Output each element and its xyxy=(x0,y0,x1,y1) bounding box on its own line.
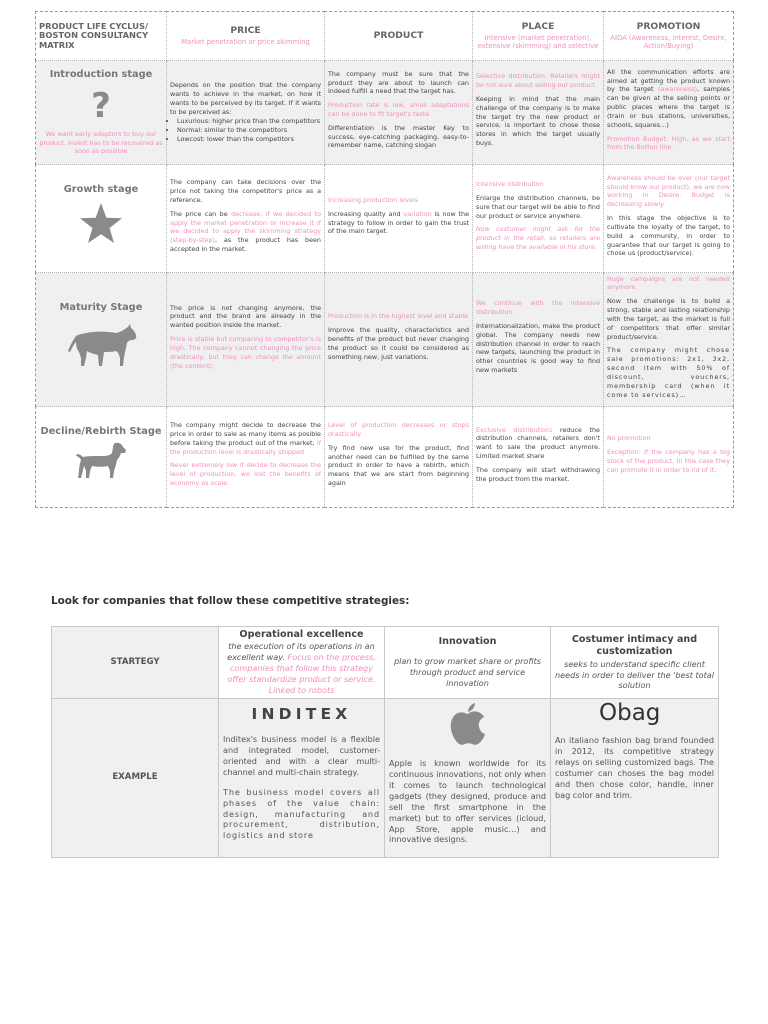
promotion-text xyxy=(607,68,730,130)
header-place-title: PLACE xyxy=(521,20,555,32)
stage-cell-maturity xyxy=(36,273,167,407)
header-promotion-title: PROMOTION xyxy=(636,20,701,32)
stage-cell-introduction xyxy=(36,61,167,165)
dog-icon xyxy=(39,441,163,482)
stage-name: Maturity Stage xyxy=(59,301,143,313)
header-product xyxy=(325,12,473,61)
price-text xyxy=(170,421,321,456)
place-highlight: We continue with the intensive distribution. xyxy=(476,299,600,317)
strategy-title: Innovation xyxy=(438,635,497,647)
svg-text:?: ? xyxy=(91,87,111,122)
question-mark-icon xyxy=(39,87,163,124)
promotion-highlight: Exception: if the company has a big stock of the product, in this case they can promote it in order to rid of it. xyxy=(607,448,730,474)
promotion-maturity xyxy=(604,273,734,407)
price-text: The company can take decisions over the price not taking the competitor's price as a reference. xyxy=(170,178,321,204)
place-text xyxy=(476,426,600,461)
promotion-highlight: Awareness should be over (our target should know our product), we are now working in Desire. Budget is decreasing slowly xyxy=(607,173,730,209)
place-highlight: Selective distribution. Retailers might be not sure about selling our product. xyxy=(476,72,600,90)
header-promotion-subtitle: AIDA (Awareness, Interest, Desire, Action/Buying) xyxy=(610,33,727,51)
matrix-header-row xyxy=(36,12,734,61)
place-highlight: Now costumer might ask for the product in the retail, so retailers are willing have the available in his store. xyxy=(476,225,600,252)
header-price-subtitle: Market penetration or price skimming xyxy=(181,37,310,46)
product-maturity xyxy=(325,273,473,407)
product-highlight: Production is in the highest level and stable xyxy=(328,312,469,321)
product-life-cycle-matrix xyxy=(35,11,734,508)
highlight-span: decrease, if we decided to apply the market penetration or increase it if we decided to apply the skimming strategy (step-by-step) xyxy=(170,209,321,245)
promotion-highlight: Huge campaigns are not needed anymore. xyxy=(607,274,730,292)
text-span: The company might decide to decrease the price in order to sale as many items as posible before taking the product out of the market, xyxy=(170,421,321,447)
place-text: Keeping in mind that the main challenge of the company is to make the target try the new product or service, is important to chose those stores in which the target usually buys. xyxy=(476,94,600,147)
example-row xyxy=(52,699,719,858)
example-obag xyxy=(551,699,719,858)
list-item: • Luxurious: higher price than the competitors xyxy=(177,117,321,126)
product-highlight: Level of production decreases or stops drastically xyxy=(328,421,469,438)
product-text: Improve the quality, characteristics and benefits of the product but never changing the product so it could be considered as something new, just variations. xyxy=(328,326,469,361)
obag-logo: Obag xyxy=(599,700,661,727)
product-text: Try find new use for the product, find another need can be fulfilled by the same product in order to have a rebirth, which means that we are start from beginning again xyxy=(328,443,469,488)
place-text: The company will start withdrawing the product from the market. xyxy=(476,465,600,483)
apple-logo-icon xyxy=(389,702,546,749)
example-text: Apple is known worldwide for its continuous innovations, not only when it comes to launch technological gadgets (they designed, produce and sell the first smartphone in the market) but to offer services (icloud, App Store, apple music…) and innovative designs. xyxy=(389,758,546,845)
highlight-span: (awareness) xyxy=(657,85,698,94)
highlight-span: Exclusive distribution xyxy=(476,425,550,434)
header-product-title: PRODUCT xyxy=(373,29,424,41)
product-growth xyxy=(325,165,473,273)
header-price-title: PRICE xyxy=(230,25,261,37)
strategies-heading: Look for companies that follow these competitive strategies: xyxy=(51,595,410,607)
place-highlight: Intensive distribution xyxy=(476,180,544,189)
text-span: Increasing quality and xyxy=(328,209,404,218)
place-maturity xyxy=(473,273,604,407)
place-growth xyxy=(473,165,604,273)
star-icon xyxy=(39,202,163,247)
row-label-strategy: STARTEGY xyxy=(52,627,219,699)
promotion-text: Now the challenge is to build a strong, stable and lasting relationship with the target, as the market is full of competitors that offer similar product/service. xyxy=(607,297,730,341)
strategy-description: seeks to understand specific client needs in order to deliver the 'best total solution xyxy=(555,658,714,691)
stage-name: Growth stage xyxy=(63,183,139,195)
product-text: The company must be sure that the product they are about to launch can indeed fulfill a need that the target has. xyxy=(328,69,469,96)
list-item: • Lowcost: lower than the competitors xyxy=(177,135,321,144)
price-positioning-list xyxy=(170,117,321,143)
price-highlight: Never extremely low if decide to decrease the level of production, we lost the benefits of economy os scale. xyxy=(170,461,321,488)
example-inditex xyxy=(219,699,385,858)
price-maturity xyxy=(167,273,325,407)
place-introduction xyxy=(473,61,604,165)
header-price xyxy=(167,12,325,61)
row-label-example: EXAMPLE xyxy=(52,699,219,858)
list-item: • Normal: similar to the competitors xyxy=(177,126,321,135)
matrix-row-growth xyxy=(36,165,734,273)
product-decline xyxy=(325,407,473,508)
text-span: , samples can be given at the selling points or public places where the target is (train or bus stations, universities, schools, squares…) xyxy=(607,85,730,129)
stage-name: Introduction stage xyxy=(49,69,153,80)
matrix-row-introduction xyxy=(36,61,734,165)
text-span: The price can be xyxy=(170,209,232,218)
text-span: All the communication efforts are aimed at getting the product known by the target xyxy=(607,67,730,94)
price-introduction xyxy=(167,61,325,165)
highlight-span: Focus on the process, companies that follow this strategy offer standardize product or service. Linked to robots xyxy=(227,652,376,696)
header-promotion xyxy=(604,12,734,61)
stage-note: We want early adaptors to buy our product. Invest has to be recovered as soon as possible xyxy=(39,130,163,156)
text-span: : reduce the distribution channels, retailers don't want to sale the product anymore. Limited market share xyxy=(476,425,600,460)
competitive-strategies-table xyxy=(51,626,719,858)
price-highlight: Price is stable but comparing to competitor's is high. The company cannot changing the price drastically, but they can change the amount (the content). xyxy=(170,335,321,370)
stage-name: Decline/Rebirth Stage xyxy=(40,425,162,437)
strategy-description xyxy=(223,641,380,696)
price-intro-text: Depends on the position that the company wants to achieve in the market, on how it wants to be perceived by its target. If it wants to be perceived as: xyxy=(170,81,321,116)
matrix-row-decline xyxy=(36,407,734,508)
text-span: the execution of its operations in an excellent way. xyxy=(227,641,375,663)
text-span: Enlarge the distribution channels, be sure that our target will be able to find our product or service anywhere. xyxy=(476,193,600,220)
inditex-logo: INDITEX xyxy=(251,705,352,724)
strategy-description: plan to grow market share or profits through product and service innovation xyxy=(393,656,541,689)
place-text: Internationalization, make the product global. The company needs new distribution channel in order to reach new targets, launching the product in other countries is good way to find new markets xyxy=(476,321,600,374)
strategy-title: Operational excellence xyxy=(239,629,364,640)
strategy-row xyxy=(52,627,719,699)
example-text: Inditex's business model is a flexible and integrated model, customer-oriented and with a clear multi-channel and multi-chain strategy. xyxy=(223,734,380,777)
strategy-innovation xyxy=(385,627,551,699)
strategy-operational-excellence xyxy=(219,627,385,699)
promotion-introduction xyxy=(604,61,734,165)
product-text: Differentiation is the master Key to success, eye-catching packaging, easy-to-remember name, catching slogan xyxy=(328,123,469,150)
cow-icon xyxy=(39,320,163,371)
promotion-text: In this stage the objective is to cultivate the loyalty of the target, to build a community, in order to guarantee that our target is going to chose us (product/service). xyxy=(607,214,730,258)
stage-cell-decline xyxy=(36,407,167,508)
price-text xyxy=(170,210,321,254)
matrix-row-maturity xyxy=(36,273,734,407)
stage-cell-growth xyxy=(36,165,167,273)
header-place-subtitle: Intensive (market penetration), extensive (skimming) and selective xyxy=(477,33,599,51)
promotion-highlight: Promotion Budget: High, as we start from the Botton line. xyxy=(607,134,730,152)
place-decline xyxy=(473,407,604,508)
promotion-text: The company might chose sale promotions: 2x1, 3x2, second item with 50% of discount, vouchers, membership card (when it come to services)… xyxy=(607,346,730,399)
example-apple xyxy=(385,699,551,858)
product-highlight: Increasing production levels xyxy=(328,195,418,204)
promotion-decline xyxy=(604,407,734,508)
example-text: An italiano fashion bag brand founded in 2012, its competitive strategy relays on selling customized bags. The costumer can choses the bag model and then chose color, handle, inner bag color and trim. xyxy=(555,735,714,800)
highlight-span: if the production level is drastically stopped xyxy=(170,438,321,456)
price-growth xyxy=(167,165,325,273)
product-highlight: Production rate is low, small adaptations can be done to fit target's taste xyxy=(328,101,469,118)
price-decline xyxy=(167,407,325,508)
highlight-span: variation xyxy=(403,209,432,218)
header-place xyxy=(473,12,604,61)
price-text: The price is not changing anymore, the product and the brand are already in the wanted position inside the market. xyxy=(170,303,321,330)
matrix-corner-title: PRODUCT LIFE CYCLUS/ BOSTON CONSULTANCY MATRIX xyxy=(36,12,167,61)
text-span: , as the product has been accepted in the market. xyxy=(170,236,321,253)
product-text xyxy=(328,210,469,236)
promotion-highlight: No promotion xyxy=(607,434,651,443)
text-span: is now the strategy to follow in order to gain the trust of the main target. xyxy=(328,209,469,236)
promotion-growth xyxy=(604,165,734,273)
product-introduction xyxy=(325,61,473,165)
place-text xyxy=(476,194,600,220)
strategy-title: Costumer intimacy and customization xyxy=(571,633,698,658)
strategy-customer-intimacy xyxy=(551,627,719,699)
example-text: The business model covers all phases of the value chain: design, manufacturing and procurement, distribution, logistics and store xyxy=(223,786,380,841)
